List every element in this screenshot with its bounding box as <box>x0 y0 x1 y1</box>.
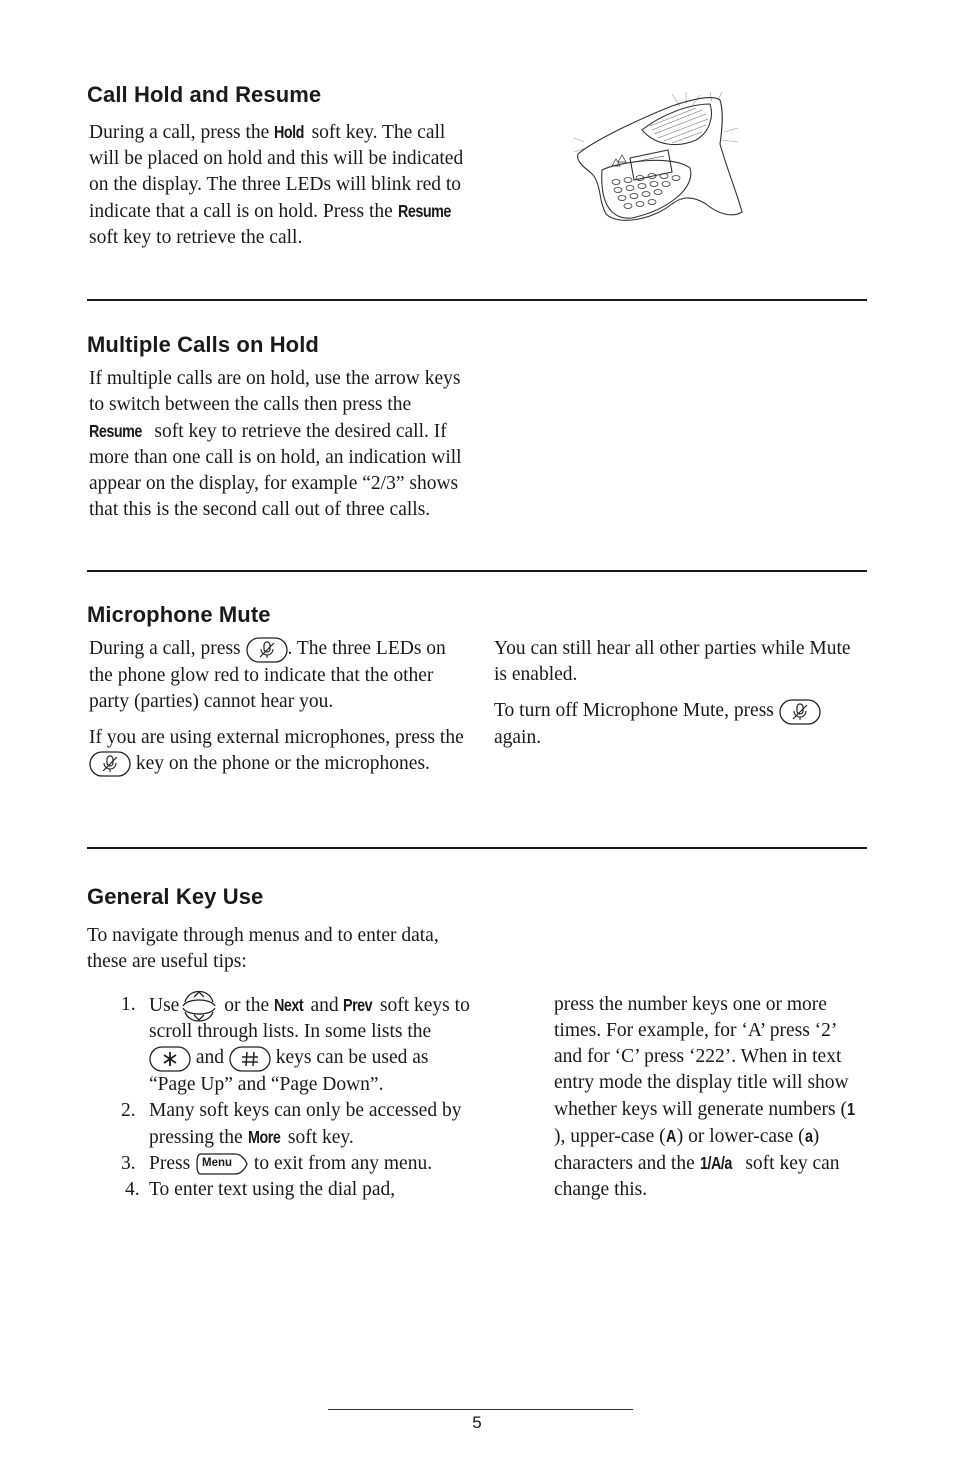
text: again. <box>494 726 542 748</box>
star-key-icon <box>149 1046 191 1072</box>
softkey-more: More <box>247 1126 280 1147</box>
section-title-general-key-use: General Key Use <box>87 884 264 909</box>
list-item <box>87 1151 472 1178</box>
pound-key-icon <box>229 1046 271 1072</box>
text: keys can be used as “Page Up” and “Page Down”. <box>149 1047 429 1095</box>
mute-key-icon <box>246 637 288 663</box>
softkey-mode: 1/A/a <box>699 1153 732 1173</box>
mic-mute-paragraph-1 <box>89 636 464 715</box>
text: soft key can change this. <box>554 1153 840 1200</box>
text: or the <box>224 995 270 1016</box>
call-hold-paragraph <box>89 119 464 251</box>
text: and <box>310 995 339 1016</box>
softkey-hold: Hold <box>274 122 305 142</box>
scroll-arrows-key-icon <box>179 984 219 1024</box>
list-number: 1. <box>121 994 136 1015</box>
general-keys-list-right <box>554 992 864 1203</box>
text: key on the phone or the microphones. <box>135 752 430 774</box>
text: to exit from any menu. <box>253 1152 433 1174</box>
mute-key-icon <box>779 699 821 725</box>
text: If you are using external microphones, press the <box>89 726 464 748</box>
general-keys-list-left <box>87 992 472 1203</box>
list-number: 2. <box>121 1099 136 1121</box>
softkey-upper: A <box>665 1126 676 1146</box>
text: To enter text using the dial pad, <box>149 1179 396 1201</box>
text: soft key to retrieve the call. <box>89 227 303 248</box>
text: ) characters and the <box>554 1126 820 1174</box>
conference-phone-illustration <box>572 92 750 224</box>
text: During a call, press <box>89 638 241 659</box>
softkey-resume: Resume <box>89 421 142 441</box>
text: Use <box>149 995 180 1016</box>
mute-key-icon <box>89 751 131 777</box>
list-item <box>87 1098 472 1151</box>
text: Press <box>149 1152 191 1174</box>
section-divider <box>87 847 867 849</box>
section-title-multiple-calls: Multiple Calls on Hold <box>87 332 319 357</box>
section-title-microphone-mute: Microphone Mute <box>87 602 271 627</box>
softkey-prev: Prev <box>343 995 373 1015</box>
menu-key-label: Menu <box>202 1157 233 1170</box>
section-divider <box>87 299 867 301</box>
multiple-calls-paragraph <box>89 366 464 523</box>
tips-list <box>87 992 472 1203</box>
mic-mute-right-column <box>494 636 864 751</box>
softkey-resume: Resume <box>397 201 451 221</box>
mic-mute-paragraph-2 <box>89 725 464 778</box>
menu-key-icon <box>195 1151 249 1177</box>
text: If multiple calls are on hold, use the arrow keys to switch between the calls then press the <box>89 368 461 415</box>
page-number: 5 <box>472 1413 482 1432</box>
mic-mute-paragraph-3: You can still hear all other parties while Mute is enabled. <box>494 638 851 685</box>
list-number: 4. <box>125 1179 140 1201</box>
text: To turn off Microphone Mute, press <box>494 700 774 721</box>
text: soft keys to scroll through lists. In some lists the <box>149 995 470 1042</box>
text: ) or lower-case ( <box>676 1126 805 1147</box>
mic-mute-left-column <box>89 636 464 777</box>
text: soft key. <box>287 1126 354 1148</box>
general-keys-intro: To navigate through menus and to enter data, these are useful tips: <box>87 925 439 972</box>
text: press the number keys one or more times. For example, for ‘A’ press ‘2’ and for ‘C’ press ‘222’. When in text entry mode the display title will show whether keys will generate numbers ( <box>554 994 849 1120</box>
footer-divider <box>328 1409 633 1410</box>
text: ), upper-case ( <box>554 1126 666 1147</box>
list-item <box>87 1177 472 1203</box>
text: soft key to retrieve the desired call. If more than one call is on hold, an indication will appear on the display, for example “2/3” shows that this is the second call out of three calls. <box>89 421 462 520</box>
section-title-call-hold: Call Hold and Resume <box>87 82 322 107</box>
mic-mute-paragraph-4 <box>494 698 864 751</box>
text: During a call, press the <box>89 122 270 143</box>
softkey-one: 1 <box>846 1099 855 1119</box>
section-divider <box>87 570 867 572</box>
list-number: 3. <box>121 1152 136 1174</box>
text: soft key. The call will be placed on hold and this will be indicated on the display. The three LEDs will blink red to indicate that a call is on hold. Press the <box>89 122 464 222</box>
text: Many soft keys can only be accessed by pressing the <box>149 1099 462 1148</box>
text: . The three LEDs on the phone glow red to indicate that the other party (parties) cannot hear you. <box>89 638 446 712</box>
softkey-next: Next <box>274 995 304 1015</box>
softkey-lower: a <box>804 1126 813 1146</box>
list-item <box>87 992 472 1098</box>
text: and <box>195 1047 225 1068</box>
